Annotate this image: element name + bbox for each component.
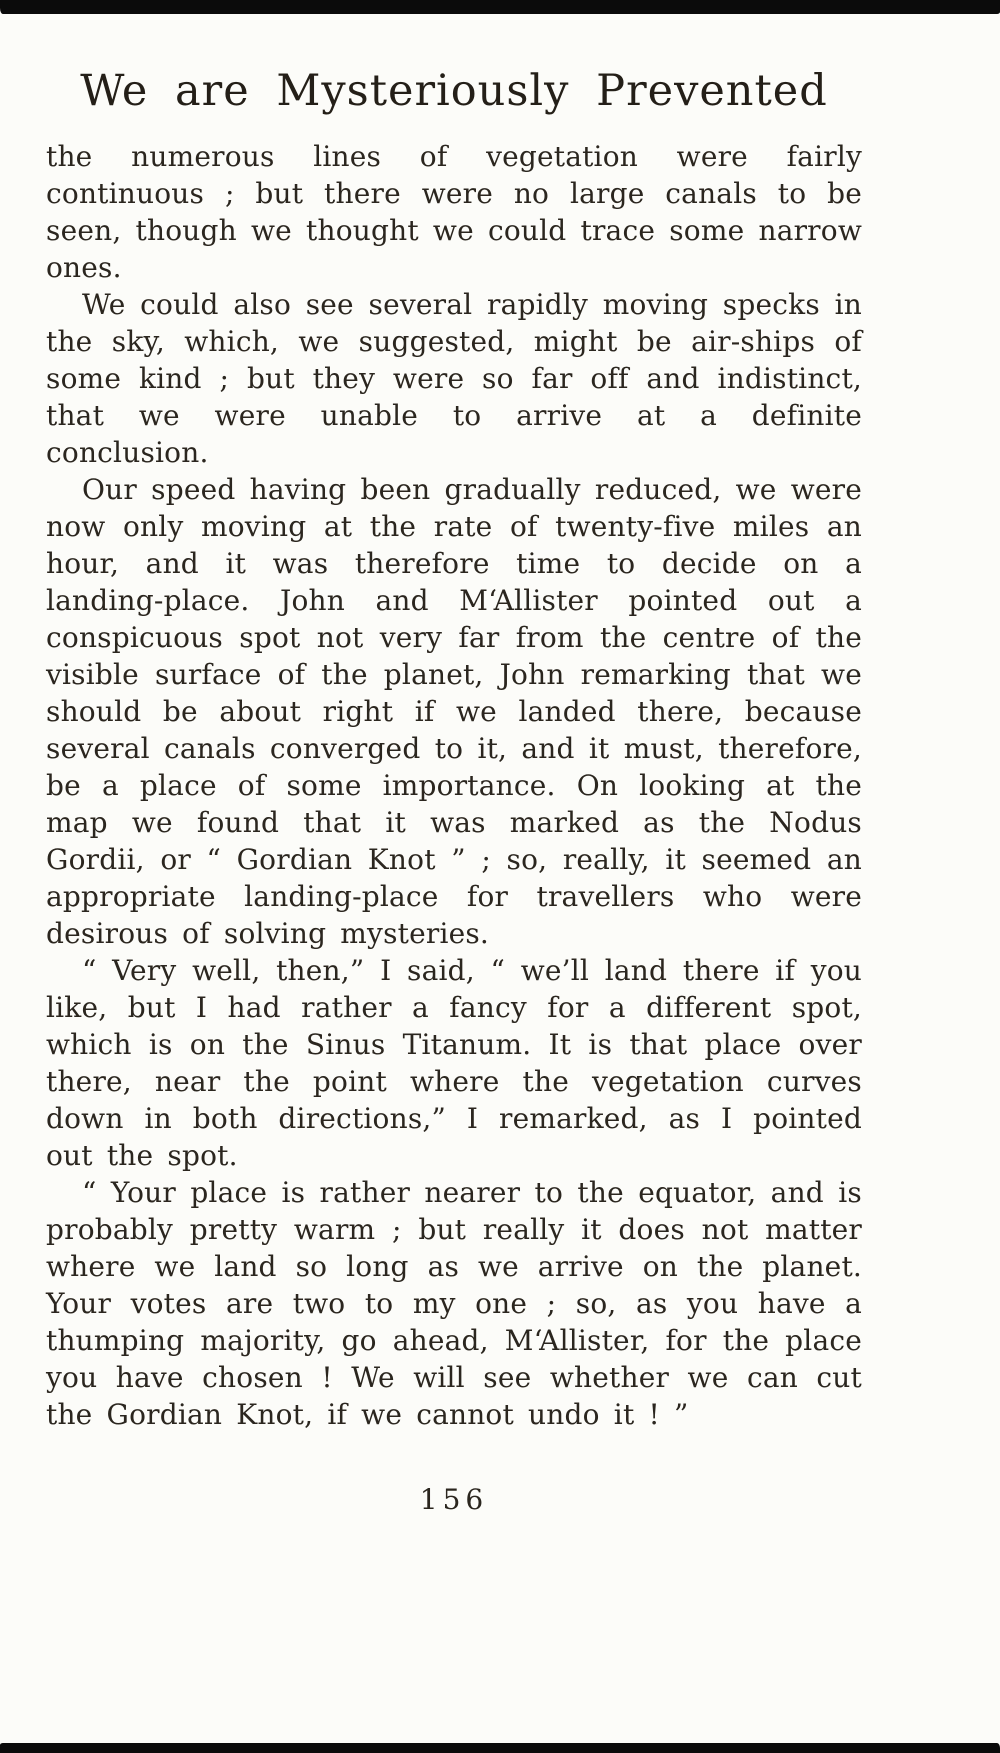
page-content — [46, 66, 862, 1433]
scan-edge-top — [0, 0, 1000, 14]
page-title: We are Mysteriously Prevented — [80, 66, 828, 116]
paragraph: the numerous lines of vegetation were fairly continuous ; but there were no large canals to be seen, though we thought we could trace some narrow ones. — [46, 140, 862, 284]
paragraph: Our speed having been gradually reduced, we were now only moving at the rate of twenty-five miles an hour, and it was therefore time to decide on a landing-place. John and M‘Allister pointed out a conspicuous spot not very far from the centre of the visible surface of the planet, John remarking that we should be about right if we landed there, because several canals converged to it, and it must, therefore, be a place of some importance. On looking at the map we found that it was marked as the Nodus Gordii, or “ Gordian Knot ” ; so, really, it seemed an appropriate landing-place for travellers who were desirous of solving mysteries. — [46, 473, 862, 950]
paragraph: We could also see several rapidly moving specks in the sky, which, we suggested, might be air-ships of some kind ; but they were so far off and indistinct, that we were unable to arrive at a definite conclusion. — [46, 288, 862, 469]
paragraph: “ Very well, then,” I said, “ we’ll land there if you like, but I had rather a fancy for a different spot, which is on the Sinus Titanum. It is that place over there, near the point where the vegetation curves down in both directions,” I remarked, as I pointed out the spot. — [46, 954, 862, 1172]
scan-edge-bottom — [0, 1743, 1000, 1753]
page-number: 156 — [419, 1483, 489, 1516]
paragraph: “ Your place is rather nearer to the equator, and is probably pretty warm ; but really it does not matter where we land so long as we arrive on the planet. Your votes are two to my one ; so, as you have a thumping majority, go ahead, M‘Allister, for the place you have chosen ! We will see whether we can cut the Gordian Knot, if we cannot undo it ! ” — [46, 1176, 862, 1431]
